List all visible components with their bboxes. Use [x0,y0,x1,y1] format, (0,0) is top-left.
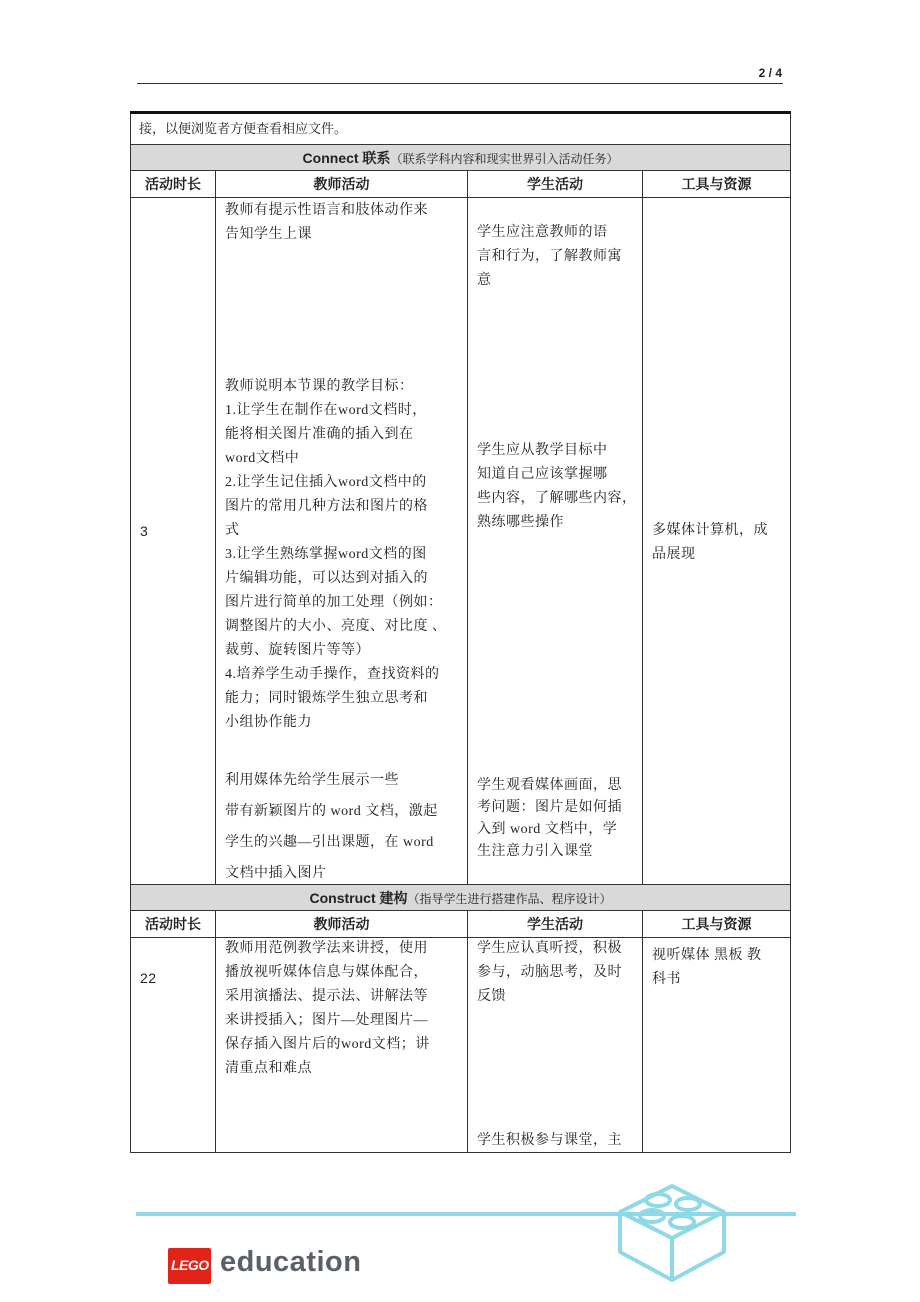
duration-cell [131,198,216,885]
duration-value: 3 [140,523,149,539]
lego-badge [168,1248,211,1284]
teacher-paragraph: 教师说明本节课的教学目标： 1.让学生在制作在word文档时， 能将相关图片准确的插入到在 word文档中 2.让学生记住插入word文档中的 图片的常用几种方法和图片的格 式 3.让学生熟练掌握word文档的图 片编辑功能，可以达到对插入的 图片进行简单的加工处理（例如： 调整图片的大小、亮度、对比度 、 裁剪、旋转图片等等） 4.培养学生动手操作，查找资料的 能力；同时锻炼学生独立思考和 小组协作能力 [225,379,447,730]
col-teacher-header: 教师活动 [216,911,468,938]
section-connect-body [131,198,791,885]
student-activity-cell [468,198,643,885]
teacher-activity-cell [216,938,468,1153]
tools-text: 视听媒体 黑板 教 科书 [652,948,762,987]
duration-value: 22 [140,970,157,986]
continuation-row [131,113,791,145]
section-title: Connect 联系 [302,149,391,166]
student-paragraph: 学生观看媒体画面，思 考问题：图片是如何插 入到 word 文档中，学 生注意力引入课堂 [477,778,622,859]
section-construct-body [131,938,791,1153]
student-paragraph: 学生应注意教师的语 言和行为，了解教师寓 意 [477,225,622,288]
lego-brick-icon [612,1178,732,1288]
col-tools-header: 工具与资源 [643,171,791,198]
section-subtitle: （联系学科内容和现实世界引入活动任务） [390,151,619,166]
col-tools-header: 工具与资源 [643,911,791,938]
continuation-text: 接，以便浏览者方便查看相应文件。 [131,113,791,145]
student-paragraph: 学生应从教学目标中 知道自己应该掌握哪 些内容，了解哪些内容， 熟练哪些操作 [477,443,637,530]
section-connect-header [131,145,791,171]
student-paragraph: 学生应认真听授，积极 参与，动脑思考，及时 反馈 [477,941,622,1004]
col-teacher-header: 教师活动 [216,171,468,198]
col-duration-header: 活动时长 [131,911,216,938]
section-title: Construct 建构 [309,889,408,906]
tools-text: 多媒体计算机，成 品展现 [652,523,768,562]
lego-badge-text: LEGO [171,1257,209,1273]
teacher-paragraph: 教师有提示性语言和肢体动作来 告知学生上课 [225,203,428,242]
teacher-paragraph: 教师用范例教学法来讲授，使用 播放视听媒体信息与媒体配合， 采用演播法、提示法、讲解法等 来讲授插入；图片—处理图片— 保存插入图片后的word文档；讲 清重点和难点 [225,941,430,1076]
col-student-header: 学生活动 [468,911,643,938]
lesson-plan-table [130,111,791,1153]
duration-cell [131,938,216,1153]
col-student-header: 学生活动 [468,171,643,198]
tools-cell [643,938,791,1153]
student-activity-cell [468,938,643,1153]
teacher-paragraph: 利用媒体先给学生展示一些 带有新颖图片的 word 文档，激起 学生的兴趣—引出课题，在 word 文档中插入图片 [225,773,438,881]
page-number: 2 / 4 [758,66,782,80]
tools-cell [643,198,791,885]
teacher-activity-cell [216,198,468,885]
column-header-row [131,911,791,938]
header-rule [137,83,783,84]
col-duration-header: 活动时长 [131,171,216,198]
student-paragraph: 学生积极参与课堂，主 [477,1133,622,1148]
education-wordmark: education [220,1246,362,1278]
column-header-row [131,171,791,198]
section-subtitle: （指导学生进行搭建作品、程序设计） [407,891,612,906]
